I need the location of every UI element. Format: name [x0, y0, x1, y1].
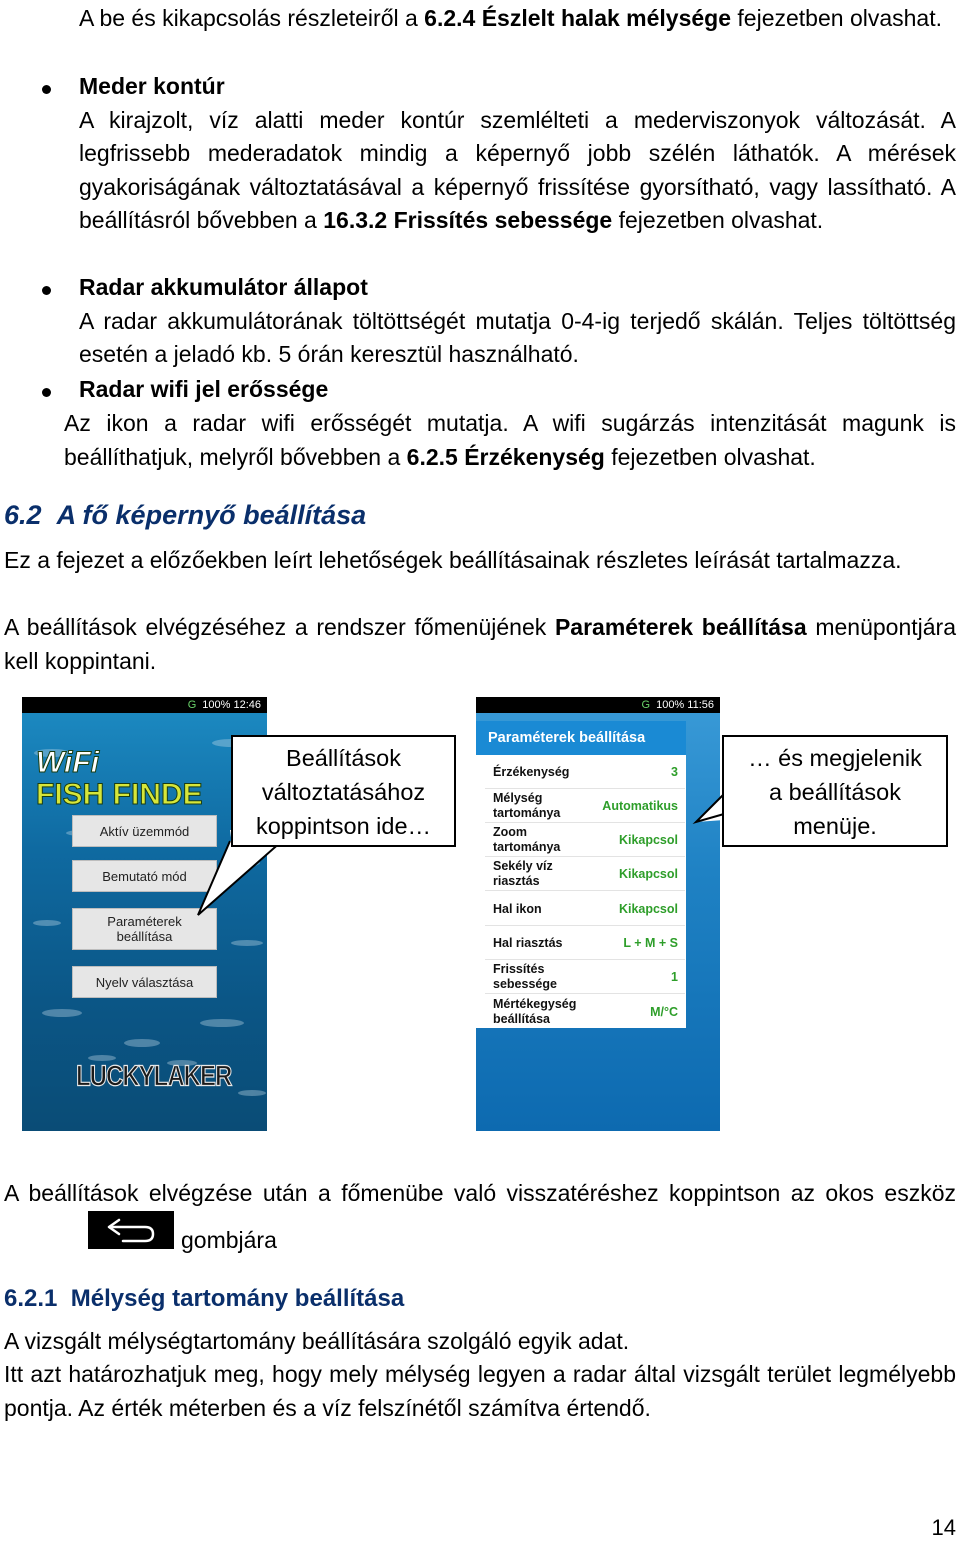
- brand-logo: LUCKYLAKER: [76, 1060, 232, 1093]
- bullet-text-end: fejezetben olvashat.: [604, 443, 816, 470]
- bullet-radar-wifi-title: [79, 373, 956, 407]
- settings-row-label: Frissítés sebessége: [493, 962, 557, 991]
- settings-row-value: L + M + S: [623, 936, 678, 950]
- signal-icon: G: [641, 699, 651, 711]
- settings-row-refresh-rate[interactable]: [485, 961, 685, 994]
- settings-row-label: Sekély víz riasztás: [493, 859, 553, 888]
- battery-level: 100%: [202, 699, 231, 711]
- subsection-para1-text: A vizsgált mélységtartomány beállítására szolgáló egyik adat.: [4, 1328, 630, 1354]
- menu-button-label: Aktív üzemmód: [99, 823, 190, 839]
- bullet-text: Az ikon a radar wifi erősségét mutatja. A wifi sugárzás intenzitását magunk is beállíthatjuk, melyről bővebben a: [64, 410, 956, 470]
- settings-row-value: Automatikus: [602, 799, 678, 813]
- subsection-paragraph-2: [4, 1358, 956, 1425]
- settings-header-title: Paraméterek beállítása: [488, 730, 646, 746]
- after-text: A beállítások elvégzése után a főmenübe való visszatéréshez koppintson az okos eszköz: [4, 1180, 956, 1206]
- settings-row-value: 1: [671, 970, 678, 984]
- callout-left-text: Beállítások változtatásához koppintson ide…: [255, 745, 432, 839]
- settings-row-label: Zoom tartománya: [493, 825, 561, 854]
- after-text-end: gombjára: [181, 1227, 277, 1253]
- intro-reference: 6.2.4 Észlelt halak mélysége: [424, 5, 732, 31]
- settings-row-label: Hal riasztás: [493, 935, 563, 950]
- intro-paragraph: [79, 2, 956, 36]
- menu-button-language[interactable]: [72, 966, 217, 998]
- settings-row-fish-alarm[interactable]: [485, 927, 685, 960]
- settings-row-sensitivity[interactable]: [485, 756, 685, 789]
- settings-row-label: Hal ikon: [493, 901, 542, 916]
- section-number: 6.2: [4, 500, 42, 530]
- section-paragraph-1: [4, 544, 956, 578]
- bullet-reference: 6.2.5 Érzékenység: [406, 443, 605, 470]
- page-number: 14: [931, 1515, 956, 1540]
- section-para2-text: A beállítások elvégzéséhez a rendszer főmenüjének: [4, 614, 555, 640]
- settings-row-label: Érzékenység: [493, 764, 570, 779]
- bullet-radar-akku: [79, 271, 956, 372]
- logo-line-wifi: WiFi: [36, 746, 100, 779]
- settings-row-label: Mértékegység beállítása: [493, 996, 577, 1026]
- settings-row-value: M/°C: [650, 1004, 678, 1019]
- bullet-title: Radar wifi jel erőssége: [79, 376, 329, 402]
- bullet-text: A kirajzolt, víz alatti meder kontúr szemlélteti a mederviszonyok változását. A legfrissebb mederadatok mindig a képernyő jobb szélén láthatók. A mérések gyakoriságának változtatásával a képernyő frissítése gyorsítható, vagy lassítható. A beállításról bővebben a: [79, 106, 956, 233]
- bullet-radar-wifi-text: [64, 407, 956, 474]
- bullet-dot: [42, 85, 51, 94]
- callout-right-text: … és megjelenik a beállítások menüje.: [748, 745, 922, 839]
- logo-line-fishfinder: FISH FINDE: [36, 778, 203, 811]
- status-time: 12:46: [233, 699, 261, 711]
- settings-row-label: Mélység tartománya: [493, 791, 561, 820]
- callout-left: [231, 735, 456, 847]
- settings-row-value: Kikapcsol: [618, 902, 678, 916]
- section-para2-bold: Paraméterek beállítása: [554, 614, 807, 640]
- settings-row-value: 3: [671, 765, 678, 779]
- intro-text-end: fejezetben olvashat.: [731, 5, 943, 31]
- settings-row-shallow-alarm[interactable]: [485, 858, 685, 891]
- bullet-dot: [42, 388, 51, 397]
- settings-row-zoom-range[interactable]: [485, 824, 685, 857]
- settings-row-value: Kikapcsol: [618, 867, 678, 881]
- settings-row-units[interactable]: [485, 995, 685, 1028]
- status-bar: [22, 697, 267, 713]
- intro-text: A be és kikapcsolás részleteiről a: [79, 5, 425, 31]
- status-time: 11:56: [687, 699, 714, 711]
- status-bar: [476, 697, 720, 713]
- subsection-para2-text: Itt azt határozhatjuk meg, hogy mely mélység legyen a radar által vizsgált terület legmélyebb pontja. Az érték méterben és a víz felszínétől számítva értendő.: [4, 1361, 956, 1421]
- subsection-title: Mélység tartomány beállítása: [70, 1285, 405, 1312]
- signal-icon: G: [187, 699, 197, 711]
- settings-row-fish-icon[interactable]: [485, 893, 685, 926]
- subsection-paragraph-1: [4, 1325, 956, 1359]
- settings-row-depth-range[interactable]: [485, 790, 685, 823]
- settings-row-value: Kikapcsol: [618, 833, 678, 847]
- section-heading: [4, 500, 366, 531]
- after-gombjara: [181, 1224, 277, 1258]
- bullet-text: A radar akkumulátorának töltöttségét mutatja 0-4-ig terjedő skálán. Teljes töltöttség esetén a jeladó kb. 5 órán keresztül használható.: [79, 307, 956, 367]
- menu-button-label: Nyelv választása: [95, 974, 194, 990]
- section-para2-text-end: menüpontjára kell koppintani.: [4, 614, 956, 674]
- settings-header: [476, 721, 686, 755]
- app-logo: [36, 747, 203, 811]
- bullet-text-end: fejezetben olvashat.: [612, 207, 824, 233]
- callout-right: [722, 735, 948, 847]
- bullet-meder-kontur: [79, 70, 956, 238]
- subsection-number: 6.2.1: [4, 1285, 58, 1312]
- bullet-title: Radar akkumulátor állapot: [79, 274, 368, 300]
- bullet-reference: 16.3.2 Frissítés sebessége: [323, 207, 613, 233]
- section-paragraph-2: [4, 611, 956, 678]
- subsection-heading: [4, 1285, 404, 1313]
- battery-level: 100%: [656, 699, 685, 711]
- bullet-title: Meder kontúr: [79, 73, 225, 99]
- section-title: A fő képernyő beállítása: [56, 500, 367, 530]
- after-paragraph-line1: [4, 1177, 956, 1211]
- phone-settings-screenshot: [476, 697, 720, 1131]
- bullet-dot: [42, 286, 51, 295]
- menu-button-label: Paraméterek beállítása: [107, 914, 182, 944]
- section-para1-text: Ez a fejezet a előzőekben leírt lehetőségek beállításainak részletes leírását tartalmazza.: [4, 547, 902, 573]
- back-button-icon: [88, 1211, 174, 1249]
- back-arrow-icon: [101, 1216, 161, 1244]
- menu-button-label: Bemutató mód: [102, 868, 187, 884]
